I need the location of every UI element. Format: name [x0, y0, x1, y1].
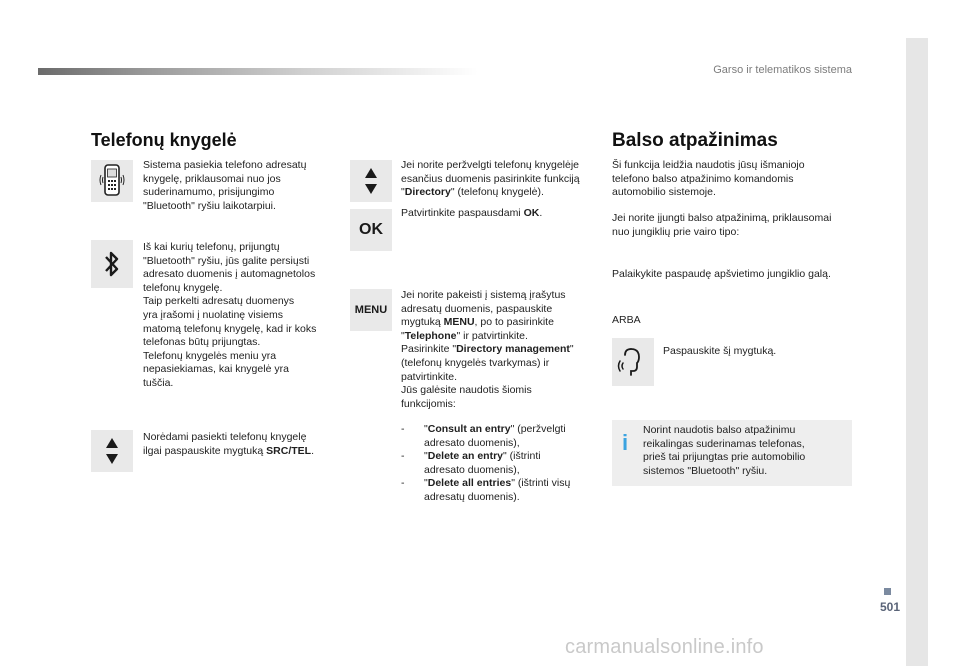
page-edge-strip — [906, 38, 928, 666]
directory-options-list — [401, 423, 601, 505]
phonebook-access-text: Norėdami pasiekti telefonų knygelę ilgai paspauskite mygtuką SRC/TEL. — [143, 431, 314, 457]
phone-icon — [91, 160, 133, 202]
voice-command-icon — [612, 338, 654, 386]
ok-button-icon: OK — [350, 209, 392, 251]
confirm-ok-text: Patvirtinkite paspausdami OK. — [401, 207, 543, 219]
voice-intro-text: Ši funkcija leidžia naudotis jūsų išmaniojo telefono balso atpažinimo komandomis automobilio sistemoje. — [612, 159, 805, 199]
scroll-arrows-icon — [350, 160, 392, 202]
voice-recognition-heading: Balso atpažinimas — [612, 130, 778, 151]
list-item: - "Delete all entries" (ištrinti visų adresatų duomenis). — [401, 477, 571, 503]
voice-activation-text: Jei norite įjungti balso atpažinimą, priklausomai nuo jungiklių prie vairo tipo: — [612, 212, 832, 238]
list-item: - "Consult an entry" (peržvelgti adresato duomenis), — [401, 423, 566, 449]
section-title: Garso ir telematikos sistema — [713, 64, 852, 76]
page-marker — [884, 588, 891, 595]
info-note-text: Norint naudotis balso atpažinimu reikalingas suderinamas telefonas, prieš tai prijungtas prie automobilio sistemos "Bluetooth" ryšiu. — [643, 424, 806, 477]
light-stalk-instruction: Palaikykite paspaudę apšvietimo jungiklio galą. — [612, 268, 831, 280]
directory-browse-text: Jei norite peržvelgti telefonų knygelėje esančius duomenis pasirinkite funkciją "Directory" (telefonų knygelė). — [401, 159, 580, 199]
list-item: - "Delete an entry" (ištrinti adresato duomenis), — [401, 450, 541, 476]
or-separator: ARBA — [612, 314, 641, 326]
press-button-text: Paspauskite šį mygtuką. — [663, 345, 777, 357]
bluetooth-icon — [91, 240, 133, 288]
header-gradient-bar — [38, 68, 478, 75]
phonebook-intro-text: Sistema pasiekia telefono adresatų knygelę, priklausomai nuo jos suderinamumo, prisijungimo "Bluetooth" ryšiu laikotarpiui. — [143, 159, 307, 212]
info-icon: i — [622, 430, 629, 455]
menu-button-icon: MENU — [350, 289, 392, 331]
directory-management-text: Jei norite pakeisti į sistemą įrašytus adresatų duomenis, paspauskite mygtuką MENU, po to pasirinkite "Telephone" ir patvirtinkite. Pasirinkite "Directory management" (telefonų knygelės tvarkymas) ir patvirtinkite. Jūs galėsite naudotis šiomis funkcijomis: — [401, 289, 574, 410]
phonebook-heading: Telefonų knygelė — [91, 130, 237, 150]
watermark: carmanualsonline.info — [565, 636, 764, 658]
bluetooth-transfer-text: Iš kai kurių telefonų, prijungtų "Bluetooth" ryšiu, jūs galite persiųsti adresato duomenis į automagnetolos telefonų knygelę. Taip perkelti adresatų duomenys yra įrašomi į nuolatinę visiems matomą telefonų knygelę, kad ir koks telefonas būtų prijungtas. Telefonų knygelės meniu yra nepasiekiamas, kai knygelė yra tuščia. — [143, 241, 317, 389]
up-down-arrows-icon — [91, 430, 133, 472]
page-number: 501 — [879, 600, 900, 614]
